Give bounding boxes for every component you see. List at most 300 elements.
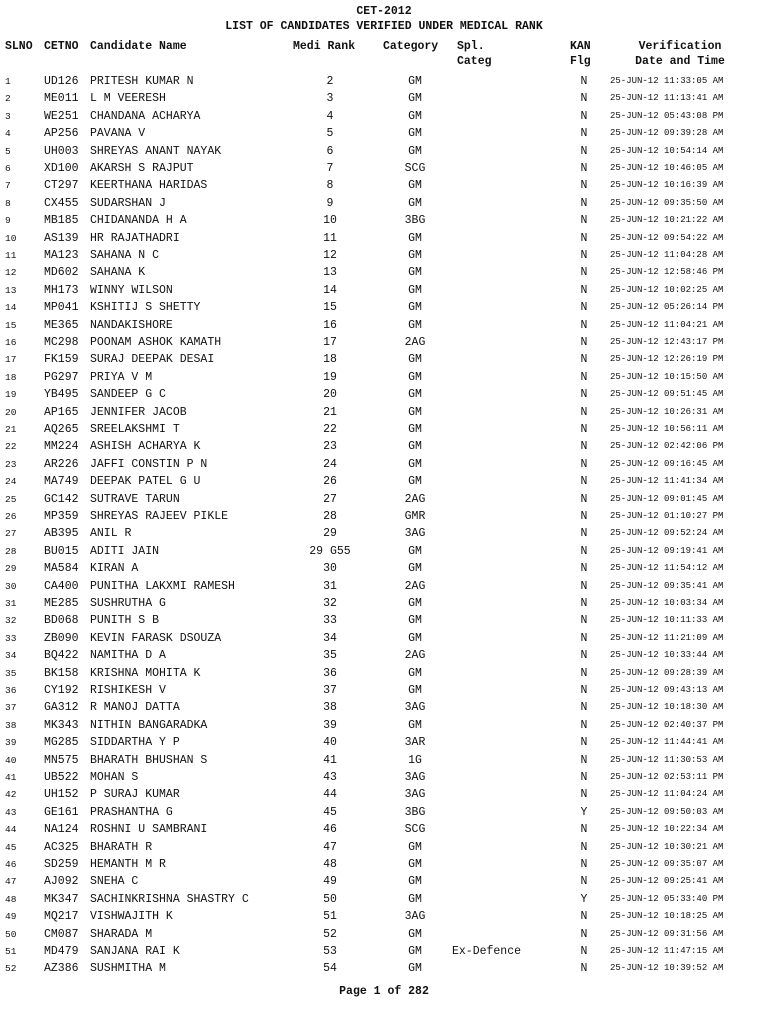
row-candidate-name: R MANOJ DATTA	[90, 701, 180, 715]
row-cetno: AJ092	[44, 875, 79, 889]
table-row	[0, 630, 768, 647]
row-slno: 51	[5, 946, 17, 957]
table-row	[0, 612, 768, 629]
row-verification-datetime: 25-JUN-12 09:01:45 AM	[610, 493, 724, 504]
row-slno: 44	[5, 824, 17, 836]
column-header-spl-line2: Categ	[457, 55, 492, 68]
row-slno: 48	[5, 893, 17, 905]
row-category: GM	[408, 127, 422, 141]
row-candidate-name: SIDDARTHA Y P	[90, 736, 180, 750]
row-cetno: CA400	[44, 579, 79, 593]
row-candidate-name: RISHIKESH V	[90, 684, 166, 697]
row-cetno: UD126	[44, 75, 79, 88]
document-subtitle: LIST OF CANDIDATES VERIFIED UNDER MEDICAL RANK	[225, 20, 543, 33]
row-verification-datetime: 25-JUN-12 11:30:53 AM	[610, 754, 724, 765]
row-category: GM	[408, 405, 422, 419]
column-header-rank: Medi Rank	[293, 40, 356, 53]
row-kan-flag: N	[580, 405, 588, 419]
table-row	[0, 560, 768, 577]
row-slno: 34	[5, 650, 17, 662]
row-kan-flag: Y	[580, 892, 588, 906]
row-verification-datetime: 25-JUN-12 09:35:50 AM	[610, 197, 724, 208]
row-verification-datetime: 25-JUN-12 11:04:21 AM	[610, 319, 724, 330]
row-slno: 28	[5, 545, 17, 557]
row-category: GM	[408, 196, 422, 210]
row-verification-datetime: 25-JUN-12 10:03:34 AM	[610, 598, 724, 608]
row-category: GM	[408, 718, 422, 732]
table-row	[0, 212, 768, 229]
row-cetno: MG285	[44, 736, 79, 750]
row-medi-rank: 6	[326, 144, 334, 158]
row-slno: 37	[5, 702, 17, 714]
row-slno: 1	[5, 76, 11, 87]
row-slno: 31	[5, 598, 17, 609]
row-medi-rank: 46	[323, 823, 337, 837]
row-kan-flag: N	[580, 162, 588, 175]
row-candidate-name: BHARATH BHUSHAN S	[90, 753, 208, 767]
row-slno: 11	[5, 250, 17, 261]
row-category: GM	[408, 475, 422, 489]
table-row	[0, 73, 768, 90]
row-kan-flag: N	[580, 684, 588, 697]
row-verification-datetime: 25-JUN-12 09:50:03 AM	[610, 806, 724, 817]
row-verification-datetime: 25-JUN-12 09:28:39 AM	[610, 667, 724, 678]
row-medi-rank: 52	[323, 927, 337, 941]
row-cetno: ME365	[44, 318, 79, 332]
row-cetno: MD602	[44, 266, 79, 280]
row-medi-rank: 38	[323, 701, 337, 715]
row-kan-flag: N	[580, 788, 588, 802]
row-cetno: ME011	[44, 92, 79, 106]
row-category: SCG	[404, 823, 426, 837]
row-category: GM	[408, 875, 422, 889]
row-category: 1G	[408, 753, 422, 767]
row-candidate-name: PAVANA V	[90, 127, 146, 141]
row-category: GM	[408, 631, 422, 645]
row-cetno: WE251	[44, 109, 79, 123]
row-category: GM	[408, 457, 422, 471]
row-category: 3AG	[404, 527, 426, 541]
column-header-name: Candidate Name	[90, 40, 187, 53]
row-category: GM	[408, 927, 422, 941]
row-verification-datetime: 25-JUN-12 10:16:39 AM	[610, 180, 724, 191]
row-cetno: AR226	[44, 457, 79, 471]
row-slno: 27	[5, 528, 17, 540]
row-cetno: BQ422	[44, 649, 79, 663]
row-kan-flag: N	[580, 927, 588, 941]
row-kan-flag: N	[580, 544, 588, 558]
row-cetno: MA749	[44, 475, 79, 489]
row-category: GM	[408, 562, 422, 576]
table-row	[0, 90, 768, 107]
row-medi-rank: 40	[323, 736, 337, 750]
table-row	[0, 856, 768, 873]
table-row	[0, 943, 768, 960]
row-slno: 40	[5, 754, 17, 766]
row-slno: 17	[5, 354, 17, 366]
row-kan-flag: N	[580, 214, 588, 228]
row-kan-flag: N	[580, 631, 588, 645]
table-row	[0, 491, 768, 508]
row-verification-datetime: 25-JUN-12 09:51:45 AM	[610, 389, 724, 400]
row-medi-rank: 43	[323, 771, 337, 784]
row-kan-flag: N	[580, 875, 588, 889]
row-category: 3AG	[404, 910, 426, 924]
row-medi-rank: 23	[323, 440, 337, 454]
row-candidate-name: JAFFI CONSTIN P N	[90, 457, 208, 471]
row-medi-rank: 20	[323, 388, 337, 402]
row-kan-flag: N	[580, 457, 588, 471]
row-medi-rank: 31	[323, 579, 337, 593]
column-header-kan-line2: Flg	[570, 55, 591, 68]
row-slno: 42	[5, 789, 17, 801]
table-row	[0, 647, 768, 664]
table-row	[0, 839, 768, 856]
row-cetno: CT297	[44, 179, 79, 193]
table-row	[0, 699, 768, 716]
row-verification-datetime: 25-JUN-12 09:43:13 AM	[610, 685, 724, 695]
row-candidate-name: POONAM ASHOK KAMATH	[90, 336, 222, 349]
table-row	[0, 595, 768, 612]
row-slno: 24	[5, 476, 17, 488]
row-cetno: CY192	[44, 684, 79, 697]
row-medi-rank: 30	[323, 562, 337, 576]
row-medi-rank: 44	[323, 788, 337, 802]
row-slno: 36	[5, 685, 17, 696]
row-medi-rank: 3	[326, 92, 334, 106]
table-row	[0, 108, 768, 125]
row-kan-flag: N	[580, 614, 588, 628]
column-header-spl-line1: Spl.	[457, 40, 485, 53]
row-medi-rank: 10	[323, 214, 337, 228]
row-cetno: MQ217	[44, 910, 79, 924]
row-medi-rank: 26	[323, 475, 337, 489]
row-medi-rank: 9	[326, 196, 334, 210]
row-verification-datetime: 25-JUN-12 10:18:30 AM	[610, 702, 724, 713]
row-candidate-name: SACHINKRISHNA SHASTRY C	[90, 892, 249, 906]
row-category: GM	[408, 179, 422, 193]
table-row	[0, 578, 768, 595]
row-cetno: NA124	[44, 823, 79, 837]
row-verification-datetime: 25-JUN-12 10:39:52 AM	[610, 963, 724, 974]
row-medi-rank: 2	[326, 75, 334, 88]
table-row	[0, 177, 768, 194]
row-cetno: BD068	[44, 614, 79, 628]
row-medi-rank: 17	[323, 336, 337, 349]
row-candidate-name: SNEHA C	[90, 875, 139, 889]
row-cetno: BU015	[44, 544, 79, 558]
row-candidate-name: PRITESH KUMAR N	[90, 75, 194, 88]
row-verification-datetime: 25-JUN-12 09:39:28 AM	[610, 128, 724, 139]
row-candidate-name: WINNY WILSON	[90, 283, 173, 297]
row-verification-datetime: 25-JUN-12 10:22:34 AM	[610, 824, 724, 835]
row-candidate-name: PRIYA V M	[90, 370, 153, 384]
row-kan-flag: N	[580, 736, 588, 750]
row-candidate-name: ROSHNI U SAMBRANI	[90, 823, 208, 837]
row-candidate-name: PUNITHA LAKXMI RAMESH	[90, 579, 235, 593]
table-row	[0, 160, 768, 177]
row-candidate-name: DEEPAK PATEL G U	[90, 475, 201, 489]
table-row	[0, 960, 768, 977]
row-candidate-name: SHARADA M	[90, 927, 153, 941]
row-cetno: ME285	[44, 597, 79, 610]
row-kan-flag: N	[580, 666, 588, 680]
row-kan-flag: N	[580, 388, 588, 402]
row-kan-flag: N	[580, 370, 588, 384]
row-verification-datetime: 25-JUN-12 11:04:24 AM	[610, 789, 724, 800]
row-slno: 46	[5, 859, 17, 870]
table-row	[0, 908, 768, 925]
table-row	[0, 334, 768, 351]
row-cetno: MK347	[44, 892, 79, 906]
row-candidate-name: SUDARSHAN J	[90, 196, 166, 210]
row-verification-datetime: 25-JUN-12 10:54:14 AM	[610, 145, 724, 156]
row-category: 2AG	[404, 492, 426, 506]
row-verification-datetime: 25-JUN-12 11:41:34 AM	[610, 476, 724, 487]
row-medi-rank: 29	[323, 527, 337, 541]
row-medi-rank: 24	[323, 457, 337, 471]
row-medi-rank: 29 G55	[309, 544, 351, 558]
table-row	[0, 143, 768, 160]
row-category: GM	[408, 266, 422, 280]
row-kan-flag: N	[580, 492, 588, 506]
row-candidate-name: KRISHNA MOHITA K	[90, 666, 201, 680]
row-slno: 39	[5, 737, 17, 749]
row-medi-rank: 28	[323, 510, 337, 523]
row-category: GM	[408, 144, 422, 158]
row-slno: 2	[5, 93, 11, 105]
row-candidate-name: SUSHMITHA M	[90, 962, 166, 976]
row-cetno: SD259	[44, 858, 79, 871]
row-candidate-name: SAHANA N C	[90, 249, 160, 262]
table-row	[0, 386, 768, 403]
row-kan-flag: N	[580, 179, 588, 193]
row-candidate-name: SREELAKSHMI T	[90, 423, 180, 436]
row-medi-rank: 35	[323, 649, 337, 663]
row-slno: 47	[5, 876, 17, 888]
row-slno: 43	[5, 806, 17, 818]
row-category: GM	[408, 318, 422, 332]
row-slno: 8	[5, 197, 11, 209]
column-header-category: Category	[383, 40, 439, 53]
row-category: GM	[408, 283, 422, 297]
row-candidate-name: SHREYAS RAJEEV PIKLE	[90, 510, 229, 523]
table-row	[0, 421, 768, 438]
table-row	[0, 717, 768, 734]
row-cetno: MC298	[44, 336, 79, 349]
row-category: 2AG	[404, 649, 426, 663]
row-cetno: AB395	[44, 527, 79, 541]
row-kan-flag: N	[580, 840, 588, 854]
row-candidate-name: CHANDANA ACHARYA	[90, 109, 201, 123]
row-medi-rank: 48	[323, 858, 337, 871]
row-category: 3BG	[404, 214, 426, 228]
row-kan-flag: N	[580, 127, 588, 141]
row-verification-datetime: 25-JUN-12 09:16:45 AM	[610, 458, 724, 469]
table-row	[0, 282, 768, 299]
row-kan-flag: N	[580, 266, 588, 280]
row-medi-rank: 12	[323, 249, 337, 262]
row-medi-rank: 37	[323, 684, 337, 697]
row-candidate-name: KEVIN FARASK DSOUZA	[90, 631, 222, 645]
row-slno: 30	[5, 580, 17, 592]
row-slno: 14	[5, 302, 17, 314]
row-verification-datetime: 25-JUN-12 10:11:33 AM	[610, 615, 724, 626]
row-cetno: CX455	[44, 196, 79, 210]
row-candidate-name: PRASHANTHA G	[90, 805, 173, 819]
row-kan-flag: N	[580, 597, 588, 610]
row-medi-rank: 16	[323, 318, 337, 332]
row-candidate-name: HEMANTH M R	[90, 858, 166, 871]
row-candidate-name: SANDEEP G C	[90, 388, 166, 402]
row-kan-flag: N	[580, 771, 588, 784]
row-verification-datetime: 25-JUN-12 10:02:25 AM	[610, 284, 724, 295]
table-row	[0, 264, 768, 281]
row-verification-datetime: 25-JUN-12 02:53:11 PM	[610, 772, 724, 782]
row-medi-rank: 54	[323, 962, 337, 976]
row-kan-flag: N	[580, 910, 588, 924]
row-verification-datetime: 25-JUN-12 09:52:24 AM	[610, 528, 724, 539]
row-verification-datetime: 25-JUN-12 09:19:41 AM	[610, 545, 724, 556]
row-cetno: CM087	[44, 927, 79, 941]
row-slno: 49	[5, 911, 17, 923]
row-slno: 15	[5, 319, 17, 331]
row-category: SCG	[404, 162, 426, 175]
row-kan-flag: N	[580, 562, 588, 576]
row-kan-flag: N	[580, 109, 588, 123]
row-candidate-name: SAHANA K	[90, 266, 146, 280]
row-kan-flag: N	[580, 231, 588, 245]
row-category: 3AR	[404, 736, 426, 750]
row-category: GM	[408, 75, 422, 88]
row-verification-datetime: 25-JUN-12 11:04:28 AM	[610, 250, 724, 260]
row-cetno: MA123	[44, 249, 79, 262]
row-slno: 16	[5, 337, 17, 348]
row-cetno: YB495	[44, 388, 79, 402]
row-slno: 3	[5, 110, 11, 122]
row-cetno: UH003	[44, 144, 79, 158]
row-kan-flag: N	[580, 962, 588, 976]
row-kan-flag: N	[580, 718, 588, 732]
column-header-kan-line1: KAN	[570, 40, 591, 53]
row-kan-flag: N	[580, 423, 588, 436]
row-slno: 35	[5, 667, 17, 679]
row-candidate-name: MOHAN S	[90, 771, 139, 784]
row-slno: 23	[5, 458, 17, 470]
row-kan-flag: N	[580, 353, 588, 367]
row-candidate-name: HR RAJATHADRI	[90, 231, 180, 245]
row-medi-rank: 22	[323, 423, 337, 436]
row-verification-datetime: 25-JUN-12 09:25:41 AM	[610, 876, 724, 887]
row-medi-rank: 14	[323, 283, 337, 297]
document-title: CET-2012	[356, 5, 412, 18]
row-kan-flag: N	[580, 249, 588, 262]
row-kan-flag: N	[580, 753, 588, 767]
row-cetno: AP165	[44, 405, 79, 419]
row-slno: 7	[5, 180, 11, 192]
row-category: GM	[408, 440, 422, 454]
row-slno: 50	[5, 928, 17, 940]
row-medi-rank: 47	[323, 840, 337, 854]
row-category: GM	[408, 353, 422, 367]
row-verification-datetime: 25-JUN-12 10:33:44 AM	[610, 650, 724, 661]
table-row	[0, 821, 768, 838]
row-candidate-name: CHIDANANDA H A	[90, 214, 187, 228]
table-row	[0, 665, 768, 682]
row-kan-flag: N	[580, 92, 588, 106]
row-medi-rank: 34	[323, 631, 337, 645]
column-header-verification-line1: Verification	[638, 40, 722, 53]
table-row	[0, 456, 768, 473]
row-verification-datetime: 25-JUN-12 01:10:27 PM	[610, 511, 724, 521]
row-kan-flag: N	[580, 75, 588, 88]
table-row	[0, 230, 768, 247]
table-row	[0, 525, 768, 542]
row-verification-datetime: 25-JUN-12 12:58:46 PM	[610, 267, 724, 278]
row-spl-category: Ex-Defence	[452, 945, 522, 958]
table-row	[0, 804, 768, 821]
row-cetno: XD100	[44, 162, 79, 175]
row-verification-datetime: 25-JUN-12 10:30:21 AM	[610, 841, 724, 852]
row-medi-rank: 11	[323, 231, 337, 245]
row-slno: 32	[5, 615, 17, 627]
row-category: 3BG	[404, 805, 426, 819]
row-medi-rank: 39	[323, 718, 337, 732]
row-slno: 45	[5, 841, 17, 853]
row-kan-flag: N	[580, 510, 588, 523]
table-row	[0, 351, 768, 368]
row-verification-datetime: 25-JUN-12 11:33:05 AM	[610, 76, 724, 86]
table-row	[0, 734, 768, 751]
row-slno: 10	[5, 232, 17, 244]
row-kan-flag: N	[580, 649, 588, 663]
row-category: GM	[408, 423, 422, 436]
row-verification-datetime: 25-JUN-12 12:26:19 PM	[610, 354, 724, 365]
row-slno: 38	[5, 719, 17, 731]
row-candidate-name: PUNITH S B	[90, 614, 160, 628]
row-category: GM	[408, 109, 422, 123]
row-cetno: MD479	[44, 945, 79, 958]
row-candidate-name: VISHWAJITH K	[90, 910, 173, 924]
row-candidate-name: NAMITHA D A	[90, 649, 166, 663]
row-category: 2AG	[404, 336, 426, 349]
row-category: GM	[408, 858, 422, 871]
table-row	[0, 786, 768, 803]
row-kan-flag: N	[580, 945, 588, 958]
row-verification-datetime: 25-JUN-12 09:35:41 AM	[610, 580, 724, 591]
row-kan-flag: N	[580, 579, 588, 593]
row-category: GMR	[404, 510, 426, 523]
row-category: GM	[408, 945, 422, 958]
table-row	[0, 752, 768, 769]
row-slno: 5	[5, 145, 11, 157]
row-category: GM	[408, 597, 422, 610]
row-category: GM	[408, 301, 422, 315]
row-slno: 9	[5, 215, 11, 227]
row-kan-flag: N	[580, 283, 588, 297]
row-verification-datetime: 25-JUN-12 10:46:05 AM	[610, 163, 724, 173]
row-verification-datetime: 25-JUN-12 02:42:06 PM	[610, 441, 724, 452]
row-medi-rank: 36	[323, 666, 337, 680]
row-medi-rank: 41	[323, 753, 337, 767]
row-cetno: AC325	[44, 840, 79, 854]
row-medi-rank: 50	[323, 892, 337, 906]
row-verification-datetime: 25-JUN-12 09:31:56 AM	[610, 928, 724, 939]
row-medi-rank: 32	[323, 597, 337, 610]
row-cetno: MB185	[44, 214, 79, 228]
row-kan-flag: N	[580, 144, 588, 158]
table-row	[0, 543, 768, 560]
